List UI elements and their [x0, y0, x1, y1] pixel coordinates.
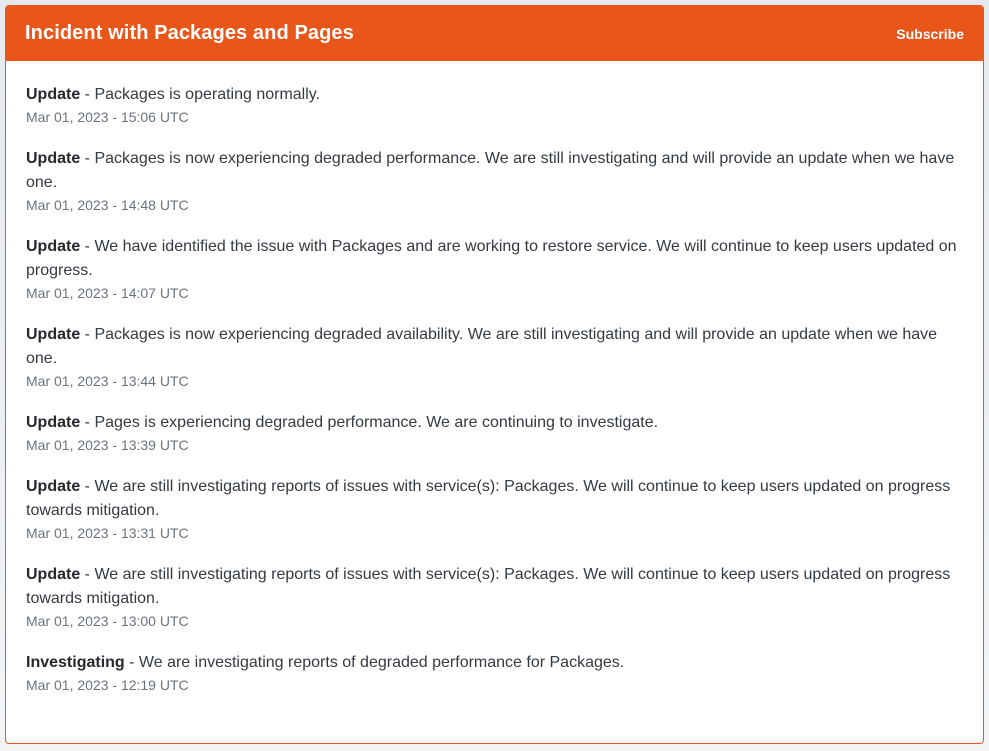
update-item: [26, 651, 963, 695]
update-item: [26, 411, 963, 455]
update-separator: -: [80, 86, 95, 103]
update-body: [26, 563, 963, 611]
update-separator: -: [80, 326, 95, 343]
update-timestamp: Mar 01, 2023 - 14:48 UTC: [26, 197, 189, 213]
update-status: Update: [26, 566, 81, 583]
update-body: [26, 411, 963, 435]
update-timestamp: Mar 01, 2023 - 12:19 UTC: [26, 677, 189, 693]
update-item: [26, 235, 963, 303]
update-status: Investigating: [26, 654, 125, 671]
update-status: Update: [26, 414, 81, 431]
update-separator: -: [80, 566, 95, 583]
updates-list: [6, 61, 983, 695]
update-message: We are investigating reports of degraded performance for Packages.: [138, 654, 625, 671]
update-body: [26, 323, 963, 371]
update-status: Update: [26, 150, 81, 167]
update-separator: -: [124, 654, 139, 671]
update-message: We have identified the issue with Packages and are working to restore service. We will continue to keep users updated on progress.: [26, 238, 957, 279]
update-item: [26, 323, 963, 391]
update-status: Update: [26, 238, 81, 255]
update-body: [26, 651, 963, 675]
update-timestamp: Mar 01, 2023 - 15:06 UTC: [26, 109, 189, 125]
update-message: Packages is now experiencing degraded performance. We are still investigating and will provide an update when we have one.: [26, 150, 955, 191]
update-item: [26, 563, 963, 631]
update-status: Update: [26, 86, 81, 103]
incident-title: Incident with Packages and Pages: [25, 22, 354, 44]
update-timestamp: Mar 01, 2023 - 13:39 UTC: [26, 437, 189, 453]
update-separator: -: [80, 478, 95, 495]
update-status: Update: [26, 326, 81, 343]
update-status: Update: [26, 478, 81, 495]
update-separator: -: [80, 150, 95, 167]
update-message: We are still investigating reports of issues with service(s): Packages. We will continue to keep users updated on progress towards mitigation.: [26, 566, 951, 607]
update-timestamp: Mar 01, 2023 - 13:00 UTC: [26, 613, 189, 629]
update-message: Pages is experiencing degraded performance. We are continuing to investigate.: [94, 414, 659, 431]
update-timestamp: Mar 01, 2023 - 13:31 UTC: [26, 525, 189, 541]
update-body: [26, 235, 963, 283]
update-body: [26, 83, 963, 107]
update-message: Packages is operating normally.: [94, 86, 321, 103]
update-separator: -: [80, 414, 95, 431]
update-separator: -: [80, 238, 95, 255]
update-timestamp: Mar 01, 2023 - 13:44 UTC: [26, 373, 189, 389]
update-timestamp: Mar 01, 2023 - 14:07 UTC: [26, 285, 189, 301]
update-body: [26, 475, 963, 523]
update-message: We are still investigating reports of issues with service(s): Packages. We will continue to keep users updated on progress towards mitigation.: [26, 478, 951, 519]
subscribe-button[interactable]: Subscribe: [896, 25, 964, 42]
update-body: [26, 147, 963, 195]
update-message: Packages is now experiencing degraded availability. We are still investigating and will provide an update when we have one.: [26, 326, 938, 367]
update-item: [26, 83, 963, 127]
incident-header: [6, 6, 983, 61]
update-item: [26, 475, 963, 543]
incident-panel: [5, 5, 984, 744]
update-item: [26, 147, 963, 215]
